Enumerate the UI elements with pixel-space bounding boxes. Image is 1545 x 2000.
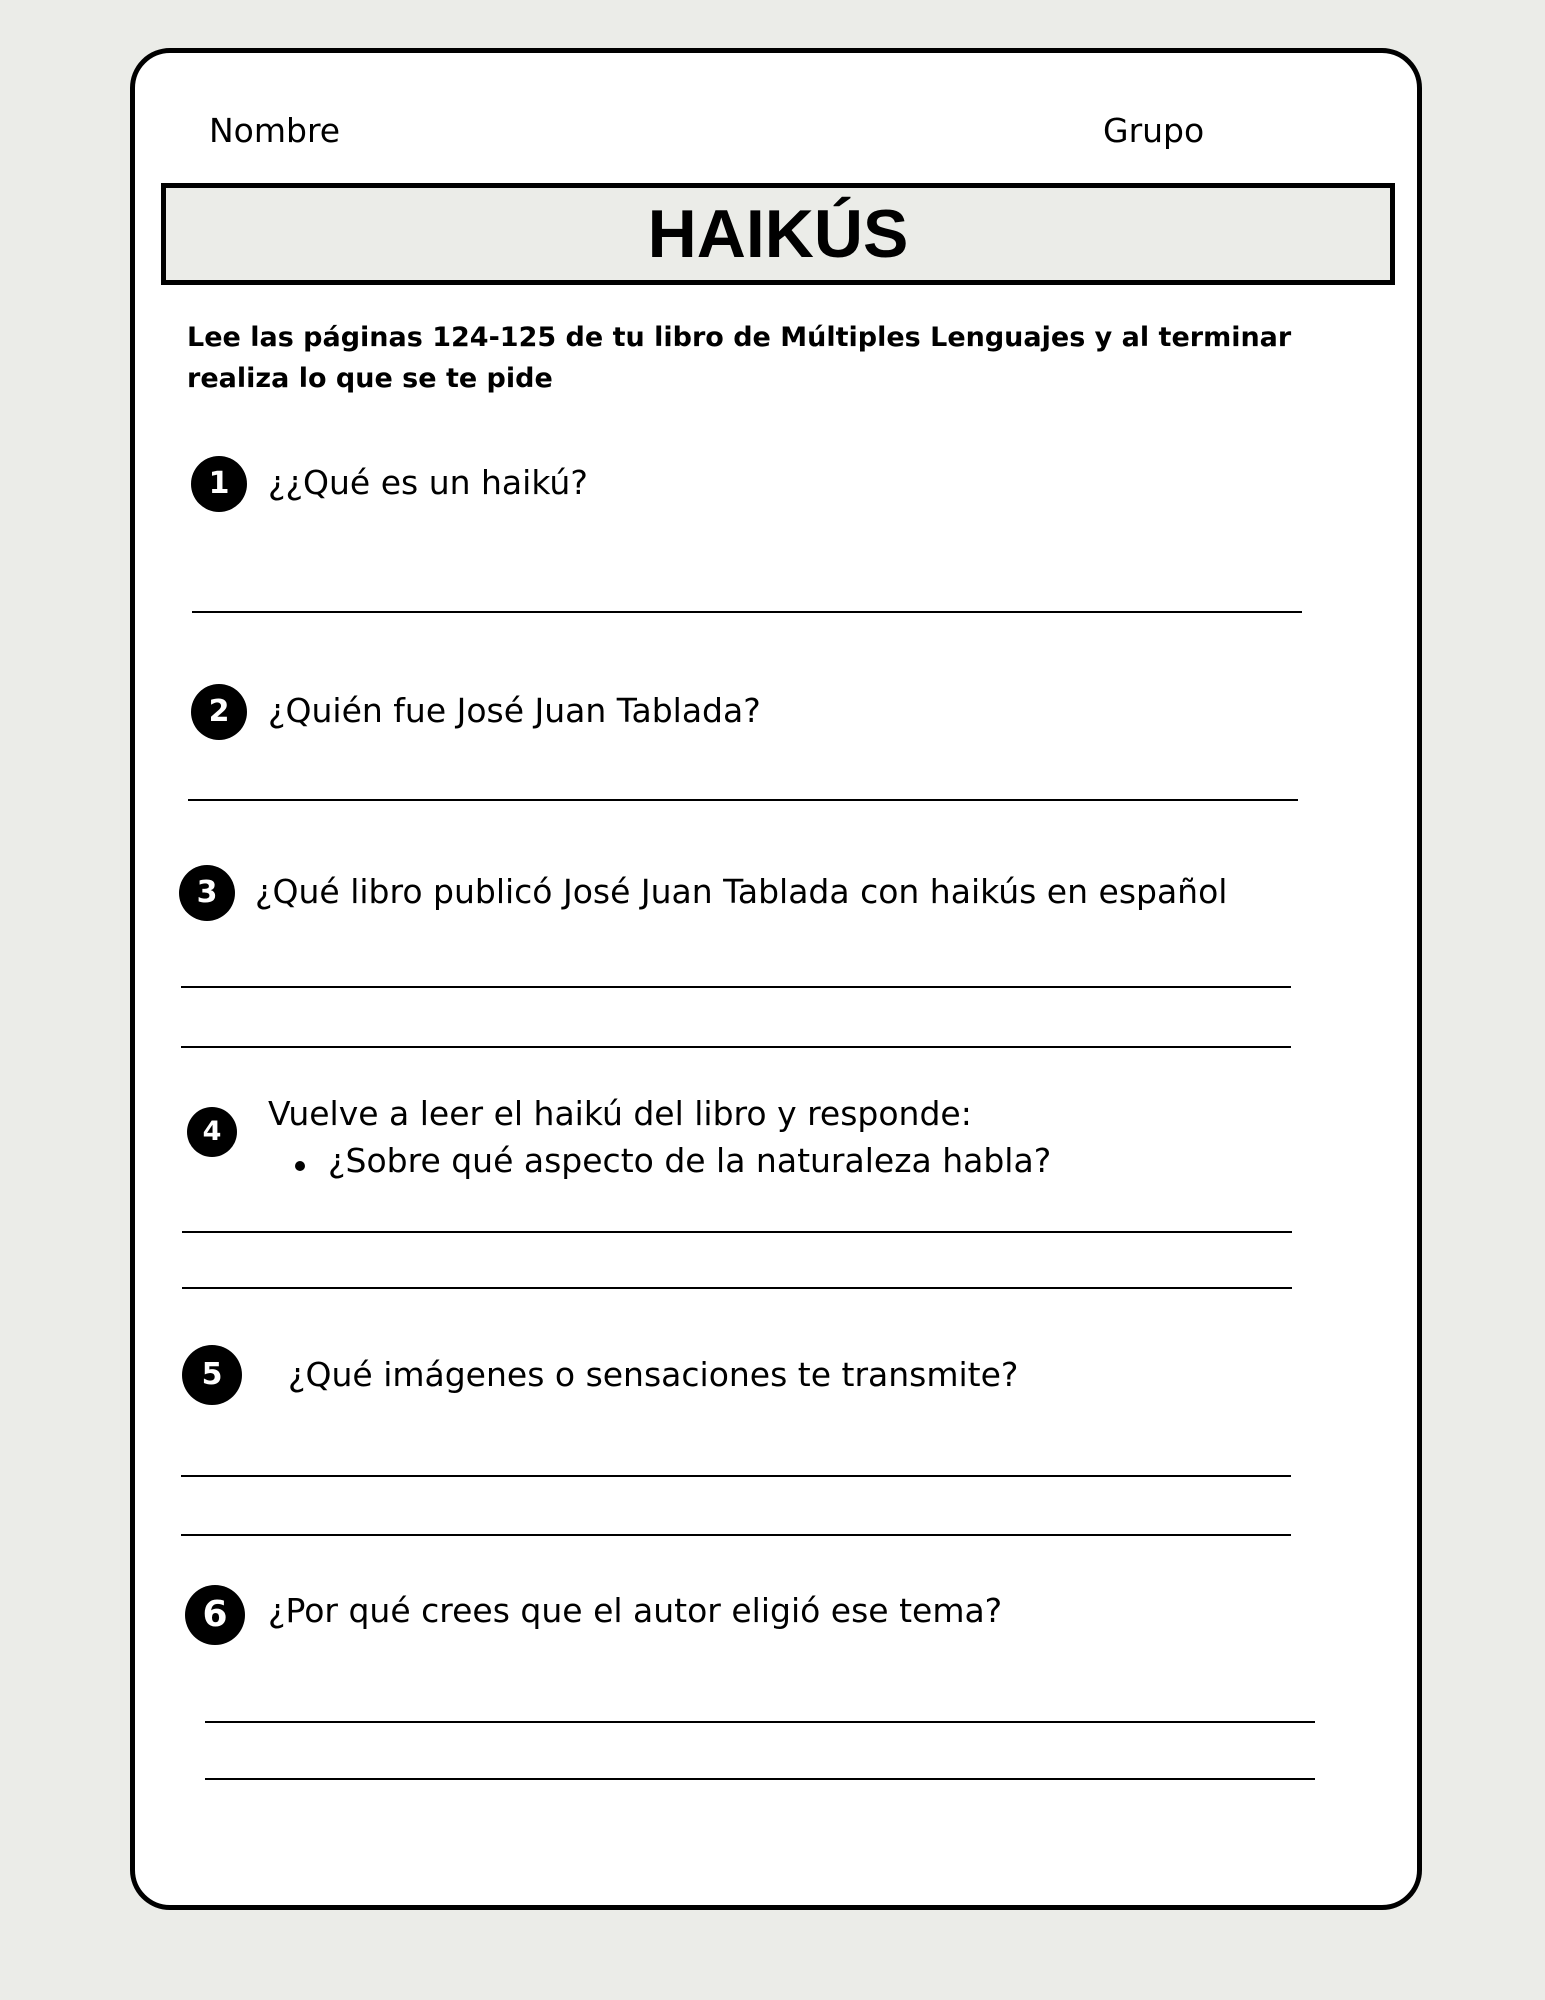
answer-line-6b[interactable] (205, 1778, 1315, 1780)
question-number-1: 1 (191, 456, 247, 512)
question-4-text: Vuelve a leer el haikú del libro y responde: (268, 1094, 972, 1133)
group-label: Grupo (1103, 111, 1205, 150)
page-title: HAIKÚS (647, 196, 909, 272)
answer-line-1[interactable] (192, 611, 1302, 613)
answer-line-2[interactable] (188, 799, 1298, 801)
question-6-text: ¿Por qué crees que el autor eligió ese tema? (268, 1591, 1003, 1630)
question-number-3: 3 (179, 865, 235, 921)
question-1-text: ¿¿Qué es un haikú? (268, 463, 588, 502)
instructions-text: Lee las páginas 124-125 de tu libro de Múltiples Lenguajes y al terminar realiza lo que se te pide (187, 322, 1292, 394)
question-5-text: ¿Qué imágenes o sensaciones te transmite? (288, 1355, 1019, 1394)
question-number-6: 6 (185, 1585, 245, 1645)
answer-line-3b[interactable] (181, 1046, 1291, 1048)
name-label: Nombre (209, 111, 341, 150)
answer-line-4b[interactable] (182, 1287, 1292, 1289)
question-number-5: 5 (182, 1345, 242, 1405)
question-3-text: ¿Qué libro publicó José Juan Tablada con haikús en español (255, 872, 1228, 911)
bullet-icon (295, 1161, 305, 1171)
question-number-2: 2 (191, 684, 247, 740)
answer-line-3a[interactable] (181, 986, 1291, 988)
answer-line-6a[interactable] (205, 1721, 1315, 1723)
answer-line-5b[interactable] (181, 1534, 1291, 1536)
question-number-4: 4 (187, 1107, 237, 1157)
question-4-bullet: ¿Sobre qué aspecto de la naturaleza habla? (328, 1141, 1052, 1180)
answer-line-5a[interactable] (181, 1475, 1291, 1477)
title-banner (161, 183, 1395, 285)
question-2-text: ¿Quién fue José Juan Tablada? (268, 691, 761, 730)
worksheet-card (130, 48, 1422, 1910)
answer-line-4a[interactable] (182, 1231, 1292, 1233)
